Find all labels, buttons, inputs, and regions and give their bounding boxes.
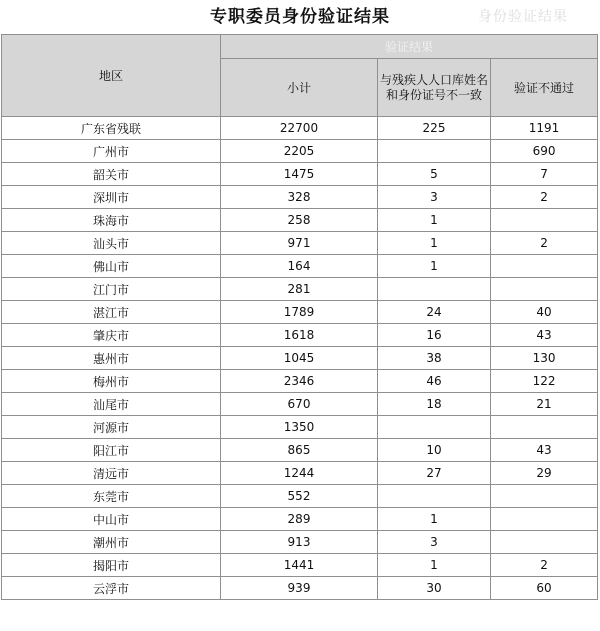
cell-region: 惠州市 bbox=[2, 347, 221, 370]
table-row bbox=[2, 554, 598, 577]
cell-region: 韶关市 bbox=[2, 163, 221, 186]
cell-failed: 40 bbox=[491, 301, 598, 324]
header-row-top bbox=[2, 35, 598, 59]
cell-region: 中山市 bbox=[2, 508, 221, 531]
table-row bbox=[2, 370, 598, 393]
title-watermark-text: 身份验证结果 bbox=[478, 9, 568, 25]
table-row bbox=[2, 163, 598, 186]
cell-region: 云浮市 bbox=[2, 577, 221, 600]
cell-failed bbox=[491, 508, 598, 531]
cell-failed bbox=[491, 209, 598, 232]
cell-subtotal: 1475 bbox=[221, 163, 378, 186]
cell-region: 湛江市 bbox=[2, 301, 221, 324]
cell-mismatch: 27 bbox=[378, 462, 491, 485]
cell-failed: 7 bbox=[491, 163, 598, 186]
cell-subtotal: 1045 bbox=[221, 347, 378, 370]
page-title: 专职委员身份验证结果 bbox=[210, 7, 390, 27]
cell-subtotal: 22700 bbox=[221, 117, 378, 140]
verification-results-table bbox=[1, 34, 598, 600]
cell-mismatch: 5 bbox=[378, 163, 491, 186]
table-row bbox=[2, 117, 598, 140]
cell-subtotal: 328 bbox=[221, 186, 378, 209]
table-row bbox=[2, 186, 598, 209]
cell-region: 汕头市 bbox=[2, 232, 221, 255]
cell-region: 清远市 bbox=[2, 462, 221, 485]
cell-mismatch: 1 bbox=[378, 232, 491, 255]
table-row bbox=[2, 347, 598, 370]
cell-mismatch: 1 bbox=[378, 508, 491, 531]
cell-failed: 2 bbox=[491, 186, 598, 209]
cell-failed: 1191 bbox=[491, 117, 598, 140]
cell-mismatch: 3 bbox=[378, 531, 491, 554]
cell-failed: 2 bbox=[491, 554, 598, 577]
table-row bbox=[2, 393, 598, 416]
cell-mismatch: 30 bbox=[378, 577, 491, 600]
table-row bbox=[2, 140, 598, 163]
cell-subtotal: 281 bbox=[221, 278, 378, 301]
table-row bbox=[2, 278, 598, 301]
cell-subtotal: 258 bbox=[221, 209, 378, 232]
cell-mismatch bbox=[378, 140, 491, 163]
cell-region: 深圳市 bbox=[2, 186, 221, 209]
cell-failed: 29 bbox=[491, 462, 598, 485]
cell-subtotal: 552 bbox=[221, 485, 378, 508]
header-subtotal: 小计 bbox=[221, 59, 378, 117]
cell-region: 江门市 bbox=[2, 278, 221, 301]
table-row bbox=[2, 462, 598, 485]
cell-region: 河源市 bbox=[2, 416, 221, 439]
cell-mismatch bbox=[378, 278, 491, 301]
table-row bbox=[2, 232, 598, 255]
cell-mismatch: 24 bbox=[378, 301, 491, 324]
cell-region: 东莞市 bbox=[2, 485, 221, 508]
cell-failed bbox=[491, 278, 598, 301]
cell-subtotal: 289 bbox=[221, 508, 378, 531]
cell-mismatch: 1 bbox=[378, 554, 491, 577]
cell-mismatch bbox=[378, 416, 491, 439]
table-row bbox=[2, 324, 598, 347]
cell-failed: 122 bbox=[491, 370, 598, 393]
cell-subtotal: 670 bbox=[221, 393, 378, 416]
cell-subtotal: 913 bbox=[221, 531, 378, 554]
cell-mismatch: 225 bbox=[378, 117, 491, 140]
cell-region: 肇庆市 bbox=[2, 324, 221, 347]
cell-failed: 60 bbox=[491, 577, 598, 600]
cell-region: 广东省残联 bbox=[2, 117, 221, 140]
cell-failed bbox=[491, 485, 598, 508]
cell-failed: 43 bbox=[491, 439, 598, 462]
cell-failed: 43 bbox=[491, 324, 598, 347]
table-row bbox=[2, 508, 598, 531]
cell-subtotal: 971 bbox=[221, 232, 378, 255]
cell-subtotal: 1789 bbox=[221, 301, 378, 324]
cell-mismatch: 1 bbox=[378, 255, 491, 278]
cell-subtotal: 1350 bbox=[221, 416, 378, 439]
table-row bbox=[2, 255, 598, 278]
cell-mismatch: 1 bbox=[378, 209, 491, 232]
cell-failed: 690 bbox=[491, 140, 598, 163]
table-row bbox=[2, 531, 598, 554]
cell-subtotal: 1244 bbox=[221, 462, 378, 485]
cell-region: 汕尾市 bbox=[2, 393, 221, 416]
cell-subtotal: 939 bbox=[221, 577, 378, 600]
cell-mismatch: 38 bbox=[378, 347, 491, 370]
table-row bbox=[2, 439, 598, 462]
cell-region: 阳江市 bbox=[2, 439, 221, 462]
table-row bbox=[2, 577, 598, 600]
header-group-ghost: 验证结果 bbox=[221, 35, 598, 59]
cell-failed bbox=[491, 255, 598, 278]
cell-mismatch: 46 bbox=[378, 370, 491, 393]
cell-failed: 2 bbox=[491, 232, 598, 255]
cell-region: 佛山市 bbox=[2, 255, 221, 278]
table-row bbox=[2, 209, 598, 232]
cell-subtotal: 1441 bbox=[221, 554, 378, 577]
cell-failed bbox=[491, 531, 598, 554]
table-row bbox=[2, 485, 598, 508]
table-row bbox=[2, 416, 598, 439]
header-mismatch: 与残疾人人口库姓名和身份证号不一致 bbox=[378, 59, 491, 117]
cell-mismatch: 3 bbox=[378, 186, 491, 209]
cell-subtotal: 164 bbox=[221, 255, 378, 278]
cell-region: 珠海市 bbox=[2, 209, 221, 232]
header-region: 地区 bbox=[2, 35, 221, 117]
cell-failed: 21 bbox=[491, 393, 598, 416]
cell-mismatch: 18 bbox=[378, 393, 491, 416]
cell-region: 广州市 bbox=[2, 140, 221, 163]
table-row bbox=[2, 301, 598, 324]
cell-region: 潮州市 bbox=[2, 531, 221, 554]
header-failed: 验证不通过 bbox=[491, 59, 598, 117]
cell-subtotal: 2346 bbox=[221, 370, 378, 393]
cell-subtotal: 2205 bbox=[221, 140, 378, 163]
cell-failed: 130 bbox=[491, 347, 598, 370]
cell-subtotal: 1618 bbox=[221, 324, 378, 347]
cell-mismatch bbox=[378, 485, 491, 508]
cell-mismatch: 10 bbox=[378, 439, 491, 462]
cell-mismatch: 16 bbox=[378, 324, 491, 347]
cell-region: 梅州市 bbox=[2, 370, 221, 393]
cell-subtotal: 865 bbox=[221, 439, 378, 462]
cell-region: 揭阳市 bbox=[2, 554, 221, 577]
cell-failed bbox=[491, 416, 598, 439]
